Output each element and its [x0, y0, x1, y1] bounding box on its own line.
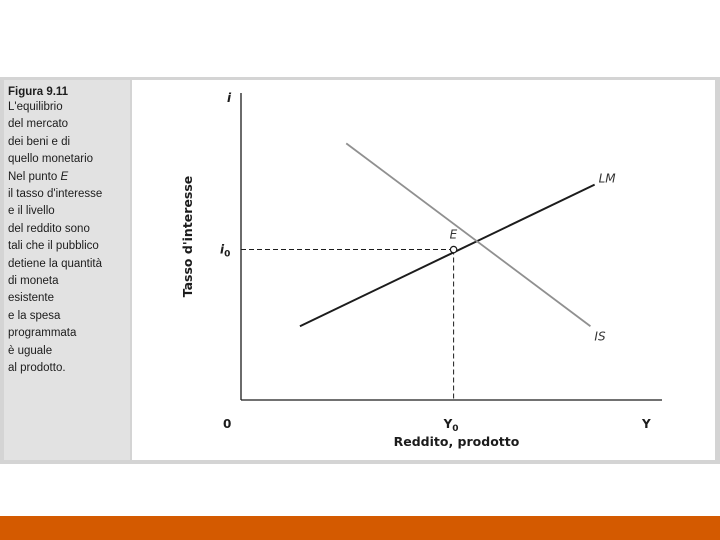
- caption-text: [8, 99, 102, 378]
- caption-line: è uguale: [8, 344, 53, 357]
- series-line-is: [346, 143, 590, 326]
- is-lm-chart: [132, 80, 715, 460]
- y-axis-end-label: i: [227, 91, 232, 105]
- caption-title: Figura 9.11: [8, 86, 69, 98]
- caption-line: al prodotto.: [8, 362, 66, 375]
- i0-tick-label: $i_0$: [220, 242, 231, 260]
- y0-tick-label: $Y_0$: [443, 417, 459, 434]
- figure-frame: [0, 77, 720, 464]
- caption-line: programmata: [8, 327, 77, 340]
- caption-panel: [4, 80, 130, 460]
- caption-line: e la spesa: [8, 309, 61, 322]
- caption-line: detiene la quantità: [8, 257, 102, 270]
- caption-line: L'equilibrio: [8, 101, 63, 113]
- caption-line: del mercato: [8, 118, 69, 131]
- caption-line: esistente: [8, 292, 55, 305]
- chart-panel: [132, 80, 715, 460]
- origin-label: 0: [223, 417, 232, 431]
- caption-line: del reddito sono: [8, 222, 90, 235]
- x-axis-title: Reddito, prodotto: [393, 434, 520, 449]
- caption-line: il tasso d'interesse: [8, 188, 103, 201]
- accent-bar: [0, 516, 720, 540]
- series-line-lm: [300, 185, 595, 327]
- series-label-lm: LM: [598, 171, 616, 186]
- caption-line: tali che il pubblico: [8, 240, 99, 253]
- caption-line: di moneta: [8, 275, 59, 288]
- series-label-is: IS: [594, 329, 606, 344]
- equilibrium-label: E: [449, 227, 458, 242]
- x-axis-end-label: Y: [642, 417, 651, 431]
- y-axis-title: Tasso d'interesse: [180, 175, 195, 298]
- equilibrium-point: [450, 246, 456, 252]
- caption-line: e il livello: [8, 205, 55, 218]
- caption-line: dei beni e di: [8, 135, 71, 148]
- caption-line: Nel punto E: [8, 170, 69, 183]
- caption-line: quello monetario: [8, 153, 94, 166]
